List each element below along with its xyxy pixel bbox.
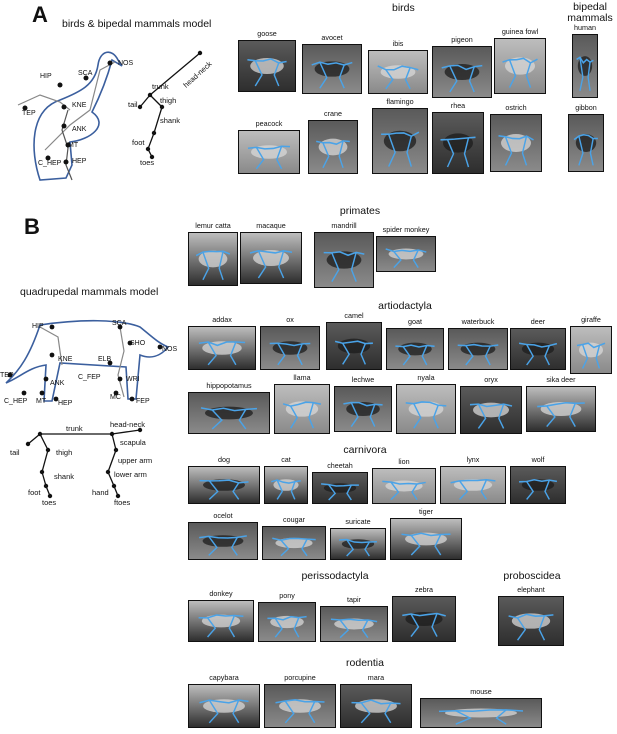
thumb-label-ocelot: ocelot (213, 511, 233, 520)
thumb-image-spider-monkey (376, 236, 436, 272)
thumb-image-oryx (460, 386, 522, 434)
qlabel-hip: HIP (32, 323, 44, 330)
thumb-image-mandrill (314, 232, 374, 288)
rodentia-title: rodentia (346, 657, 384, 669)
thumb-image-llama (274, 384, 330, 434)
label-ank: ANK (72, 126, 87, 133)
thumb-image-cheetah (312, 472, 368, 504)
thumb-image-rhea (432, 112, 484, 174)
thumb-label-addax: addax (212, 315, 232, 324)
qlabel-sca: SCA (112, 320, 127, 327)
label-mt: MT (68, 142, 79, 149)
label-nos: NOS (118, 60, 134, 67)
thumb-label-hippopotamus: hippopotamus (206, 381, 252, 390)
thumb-image-lynx (440, 466, 506, 504)
qskel-head-neck: head-neck (110, 420, 146, 429)
thumb-label-sika-deer: sika deer (546, 375, 576, 384)
birds-title: birds (392, 2, 415, 14)
joint-hip (58, 83, 63, 88)
thumb-image-lion (372, 468, 436, 504)
thumb-label-flamingo: flamingo (386, 97, 414, 106)
thumb-label-goose: goose (257, 29, 277, 38)
qskel-tail: tail (10, 448, 20, 457)
thumb-label-mouse: mouse (470, 687, 492, 696)
qlabel-c-fep: C_FEP (78, 374, 101, 381)
qskel-foot: foot (28, 488, 41, 497)
skel-thigh: thigh (160, 96, 177, 105)
qskel-hand: hand (92, 488, 109, 497)
thumb-image-peacock (238, 130, 300, 174)
thumb-label-crane: crane (324, 109, 342, 118)
thumb-image-mouse (420, 698, 542, 728)
thumb-image-dog (188, 466, 260, 504)
thumb-image-porcupine (264, 684, 336, 728)
thumb-label-donkey: donkey (209, 589, 233, 598)
qlabel-sho: SHO (130, 340, 146, 347)
skel-head-neck: head-neck (181, 59, 214, 90)
thumb-label-ostrich: ostrich (505, 103, 527, 112)
joint-ank (62, 124, 67, 129)
quad-fore-line (118, 327, 124, 397)
thumb-image-hippopotamus (188, 392, 270, 434)
label-c-hep: C_HEP (38, 160, 62, 167)
thumb-label-gibbon: gibbon (575, 103, 597, 112)
thumb-image-camel (326, 322, 382, 370)
qlabel-hep: HEP (58, 400, 73, 407)
thumb-label-macaque: macaque (256, 221, 286, 230)
thumb-image-suricate (330, 528, 386, 560)
qskel-upper-arm: upper arm (118, 456, 153, 465)
thumb-image-ocelot (188, 522, 258, 560)
thumb-label-camel: camel (344, 311, 364, 320)
skel-foot: foot (132, 138, 145, 147)
thumb-label-mara: mara (367, 673, 385, 682)
bipedal-title-line1: bipedal (573, 1, 607, 13)
bird-model-title: birds & bipedal mammals model (62, 18, 212, 30)
carnivora-title: carnivora (343, 444, 387, 456)
thumb-image-macaque (240, 232, 302, 284)
skel-shank: shank (160, 116, 181, 125)
animal-silhouette (443, 133, 473, 152)
label-kne: KNE (72, 102, 87, 109)
label-hep: HEP (72, 158, 87, 165)
artiodactyla-title: artiodactyla (378, 300, 432, 312)
thumb-label-pony: pony (279, 591, 295, 600)
thumb-label-nyala: nyala (417, 373, 435, 382)
qskel-scapula: scapula (120, 438, 146, 447)
qlabel-nos: NOS (162, 346, 178, 353)
thumb-image-gibbon (568, 114, 604, 172)
perissodactyla-title: perissodactyla (301, 570, 369, 582)
thumb-label-oryx: oryx (484, 375, 498, 384)
label-tep: TEP (22, 110, 36, 117)
thumb-label-ibis: ibis (392, 39, 404, 48)
thumb-label-waterbuck: waterbuck (461, 317, 495, 326)
thumb-label-mandrill: mandrill (331, 221, 357, 230)
thumb-label-cat: cat (281, 455, 291, 464)
thumb-image-addax (188, 326, 256, 370)
qlabel-tep: TEP (0, 372, 14, 379)
thumb-image-wolf (510, 466, 566, 504)
thumb-label-lynx: lynx (466, 455, 480, 464)
thumb-image-human (572, 34, 598, 98)
thumb-label-rhea: rhea (450, 101, 466, 110)
animal-silhouette (205, 407, 253, 420)
label-hip: HIP (40, 73, 52, 80)
thumb-label-suricate: suricate (345, 517, 371, 526)
qlabel-mc: MC (110, 394, 121, 401)
thumb-image-nyala (396, 384, 456, 434)
quad-model-title: quadrupedal mammals model (20, 286, 159, 298)
thumb-image-elephant (498, 596, 564, 646)
proboscidea-title: proboscidea (503, 570, 561, 582)
thumb-image-mara (340, 684, 412, 728)
qskel-lower-arm: lower arm (114, 470, 147, 479)
thumb-label-porcupine: porcupine (284, 673, 316, 682)
thumb-label-deer: deer (530, 317, 546, 326)
panel-b-letter: B (24, 214, 40, 239)
thumb-image-lemur-catta (188, 232, 238, 286)
thumb-image-avocet (302, 44, 362, 94)
thumb-label-tiger: tiger (419, 507, 433, 516)
thumb-image-flamingo (372, 108, 428, 174)
bipedal-title (560, 2, 617, 24)
qskel-toes: toes (42, 498, 57, 507)
qlabel-wri: WRI (126, 376, 140, 383)
thumb-label-avocet: avocet (321, 33, 343, 42)
thumb-image-crane (308, 120, 358, 174)
animal-silhouette (398, 343, 432, 356)
thumb-image-zebra (392, 596, 456, 642)
animal-silhouette (338, 339, 370, 354)
thumb-image-guinea-fowl (494, 38, 546, 94)
panel-a-letter: A (32, 2, 48, 27)
thumb-label-giraffe: giraffe (581, 315, 601, 324)
qskel-ftoes: ftoes (114, 498, 131, 507)
thumb-image-tapir (320, 606, 388, 642)
thumb-label-lemur-catta: lemur catta (195, 221, 231, 230)
quad-model-diagram (0, 315, 185, 415)
thumb-image-ox (260, 326, 320, 370)
thumb-label-wolf: wolf (531, 455, 545, 464)
thumb-image-cougar (262, 526, 326, 560)
thumb-label-cougar: cougar (283, 515, 305, 524)
qlabel-ank: ANK (50, 380, 65, 387)
skel-trunk: trunk (152, 82, 169, 91)
quad-outline (6, 321, 168, 401)
qlabel-mt: MT (36, 398, 47, 405)
thumb-image-ostrich (490, 114, 542, 172)
label-sca: SCA (78, 70, 93, 77)
qskel-thigh: thigh (56, 448, 73, 457)
thumb-label-zebra: zebra (415, 585, 433, 594)
thumb-label-elephant: elephant (517, 585, 545, 594)
qlabel-elb: ELB (98, 356, 112, 363)
skel-toes: toes (140, 158, 155, 167)
bipedal-title-line2: mammals (567, 12, 613, 24)
thumb-label-llama: llama (293, 373, 311, 382)
thumb-image-lechwe (334, 386, 392, 432)
thumb-label-lechwe: lechwe (351, 375, 375, 384)
thumb-image-giraffe (570, 326, 612, 374)
thumb-image-sika-deer (526, 386, 596, 432)
qlabel-c-hep: C_HEP (4, 398, 28, 405)
qskel-shank: shank (54, 472, 75, 481)
thumb-image-ibis (368, 50, 428, 94)
thumb-label-goat: goat (408, 317, 422, 326)
thumb-label-guinea-fowl: guinea fowl (501, 27, 539, 36)
joint-nos (108, 61, 113, 66)
thumb-image-pigeon (432, 46, 492, 98)
joint-kne (62, 105, 67, 110)
thumb-image-pony (258, 602, 316, 642)
thumb-image-waterbuck (448, 328, 508, 370)
joint-hep (64, 160, 69, 165)
primates-title: primates (339, 205, 381, 217)
thumb-label-human: human (574, 23, 596, 32)
thumb-label-tapir: tapir (347, 595, 361, 604)
thumb-label-spider-monkey: spider monkey (382, 225, 430, 234)
thumb-image-tiger (390, 518, 462, 560)
qlabel-fep: FEP (136, 398, 150, 405)
thumb-label-dog: dog (218, 455, 230, 464)
thumb-image-goose (238, 40, 296, 92)
thumb-image-goat (386, 328, 444, 370)
thumb-label-capybara: capybara (209, 673, 239, 682)
thumb-image-capybara (188, 684, 260, 728)
qskel-trunk: trunk (66, 424, 83, 433)
thumb-label-pigeon: pigeon (451, 35, 473, 44)
thumb-label-peacock: peacock (255, 119, 283, 128)
thumb-image-donkey (188, 600, 254, 642)
thumb-label-lion: lion (398, 457, 410, 466)
thumb-image-cat (264, 466, 308, 504)
thumb-label-cheetah: cheetah (327, 461, 353, 470)
skel-tail: tail (128, 100, 138, 109)
qlabel-kne: KNE (58, 356, 73, 363)
thumb-label-ox: ox (286, 315, 294, 324)
thumb-image-deer (510, 328, 566, 370)
